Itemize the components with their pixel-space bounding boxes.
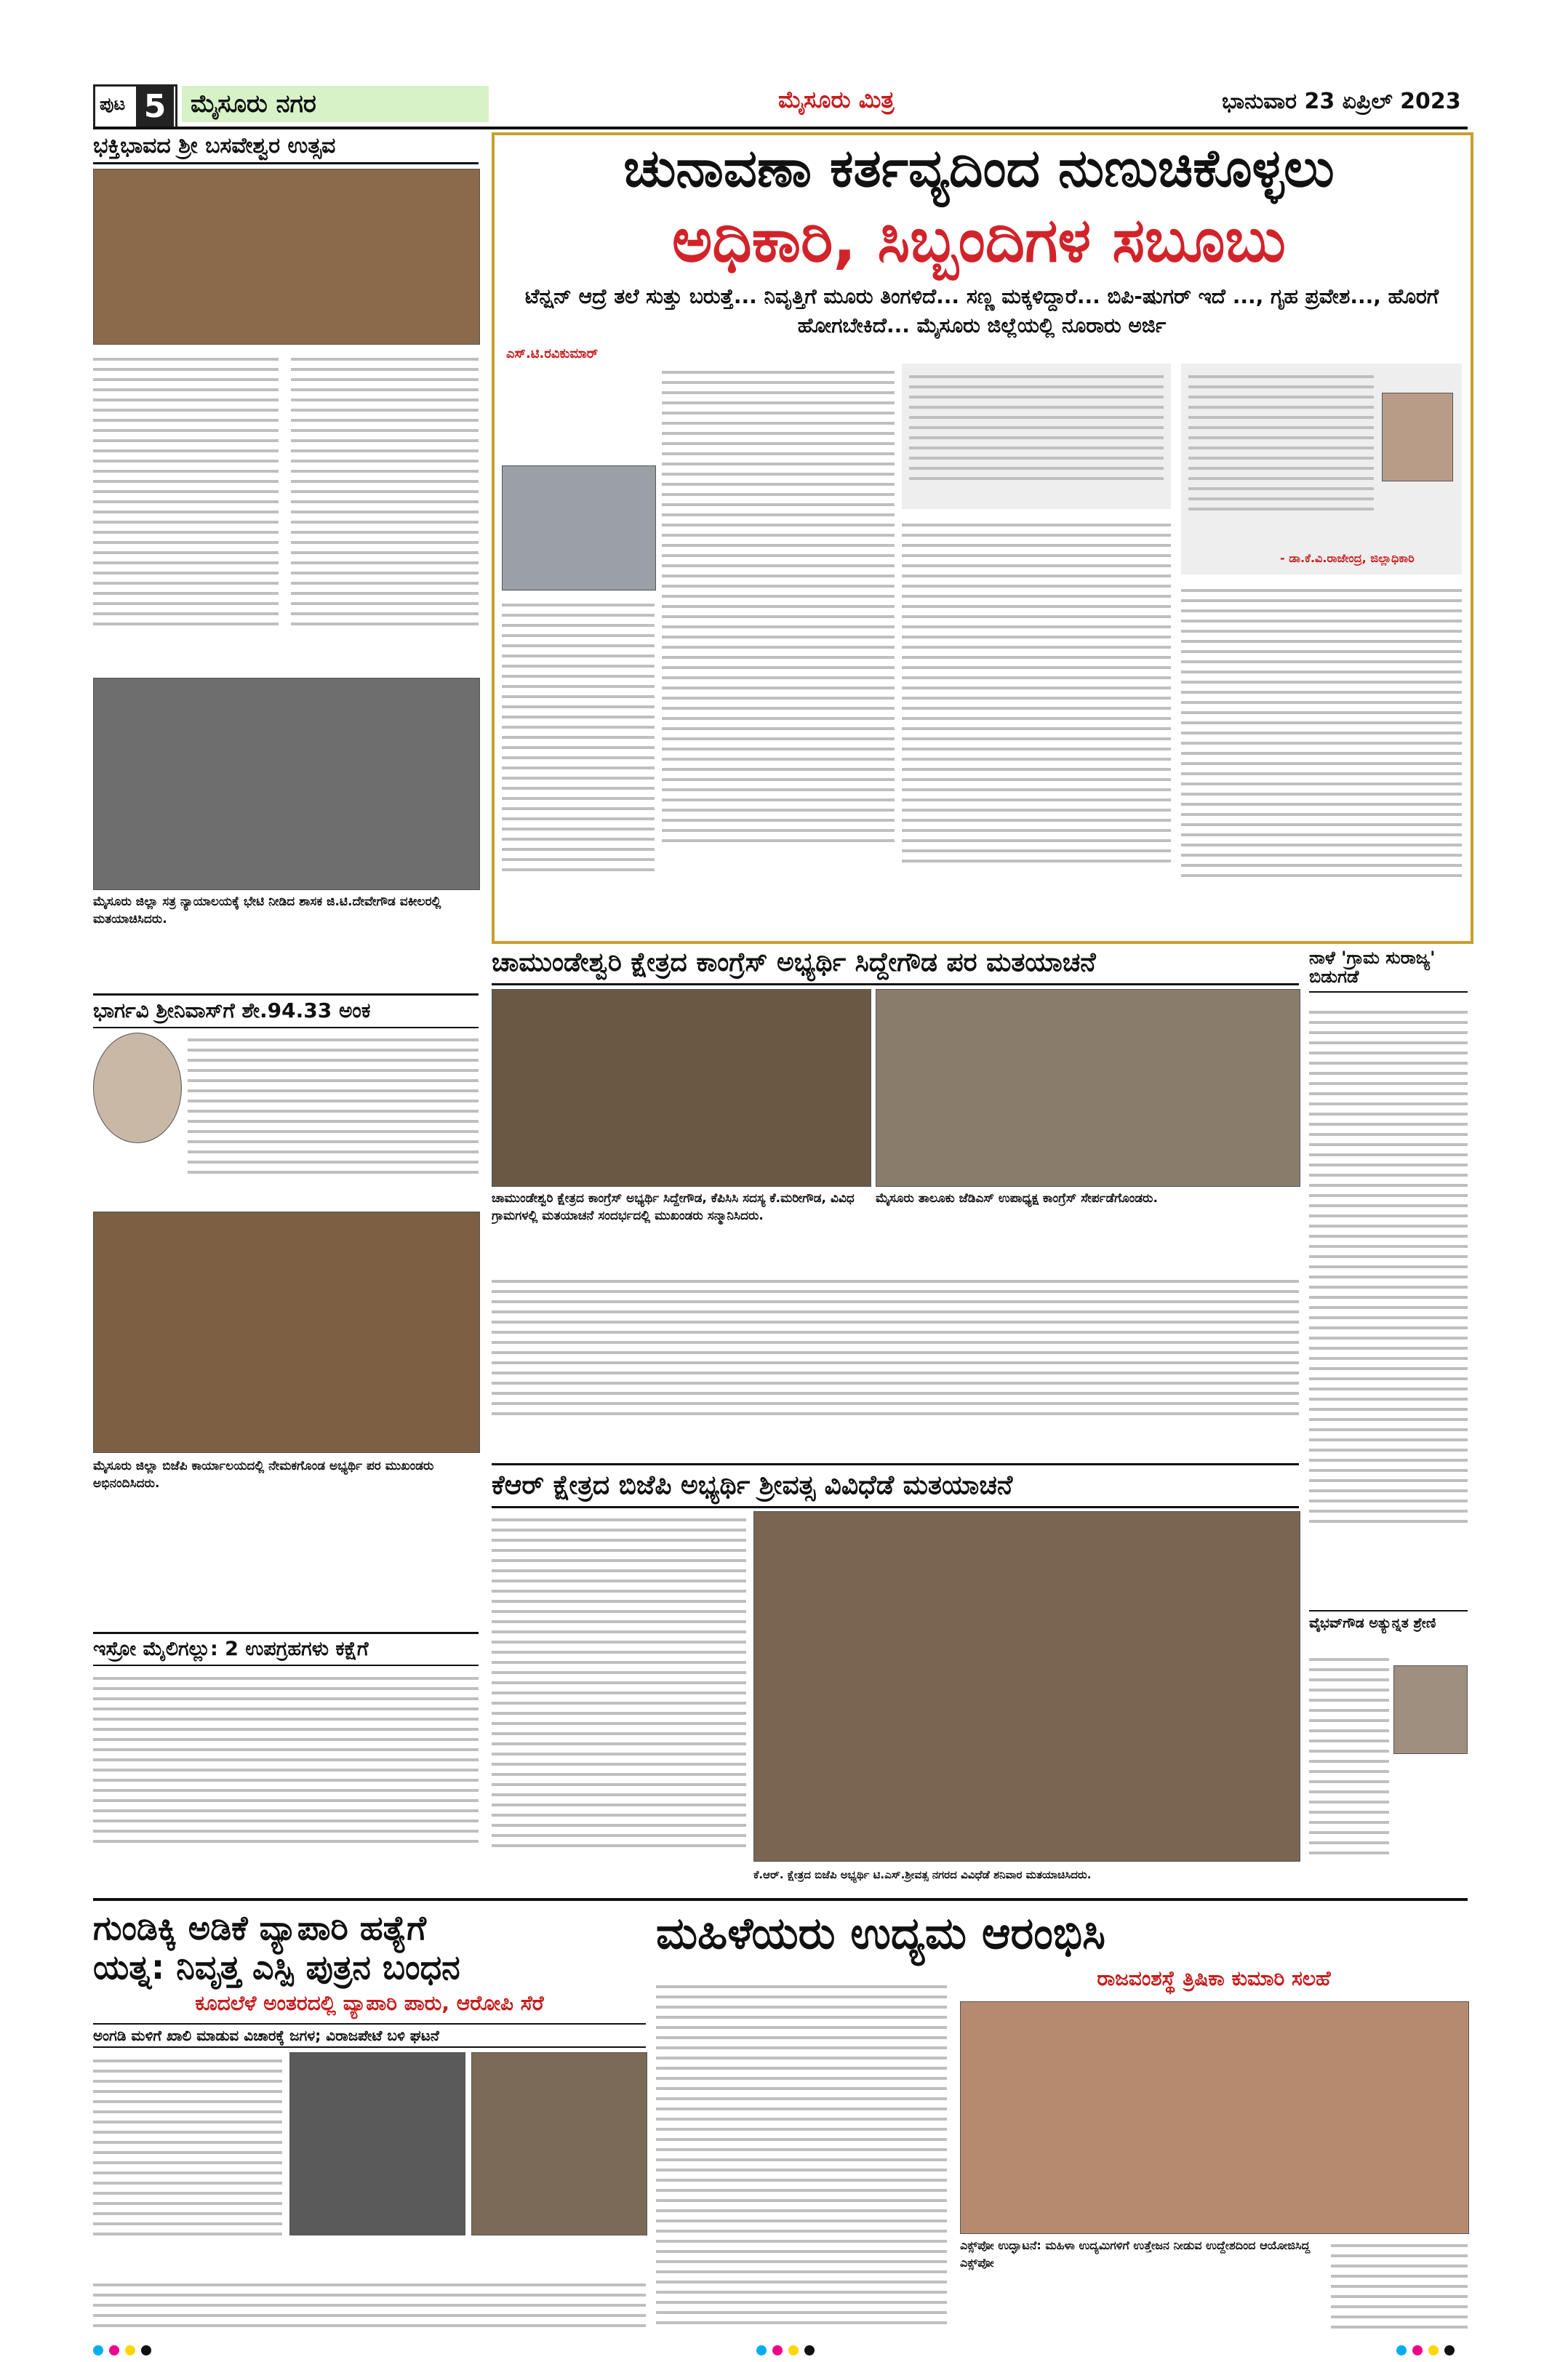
chamundeshwari-caption-left: ಚಾಮುಂಡೇಶ್ವರಿ ಕ್ಷೇತ್ರದ ಕಾಂಗ್ರೆಸ್ ಅಭ್ಯರ್ಥಿ ಸಿದ್ದೇಗೌಡ, ಕೆಪಿಸಿಸಿ ಸದಸ್ಯ ಕೆ.ಮರೀಗೌಡ, ವಿವಿಧ ಗ್ರಾಮಗಳಲ್ಲಿ ಮತಯಾಚನೆ ಸಂದರ್ಭದಲ್ಲಿ ಮುಖಂಡರು ಸನ್ಮಾನಿಸಿದರು. — [492, 1191, 855, 1223]
paper-logo: ಮೈಸೂರು ಮಿತ್ರ — [778, 86, 895, 113]
bhargavi-text — [188, 1031, 479, 1206]
grama-surajya-headline: ನಾಳೆ 'ಗ್ರಾಮ ಸುರಾಜ್ಯ' ಬಿಡುಗಡೆ — [1309, 948, 1468, 993]
topper-photo — [1393, 1665, 1468, 1754]
mahila-expo-photo — [960, 2001, 1469, 2234]
court-visit-caption: ಮೈಸೂರು ಜಿಲ್ಲಾ ಸತ್ರ ನ್ಯಾಯಾಲಯಕ್ಕೆ ಭೇಟಿ ನೀಡಿದ ಶಾಸಕ ಜಿ.ಟಿ.ದೇವೇಗೌಡ ವಕೀಲರಲ್ಲಿ ಮತಯಾಚಿಸಿದರು. — [93, 894, 441, 926]
main-text-col0 — [502, 596, 655, 924]
main-text-col3 — [1181, 582, 1462, 924]
gundikki-text-bottom — [93, 2276, 646, 2342]
isro-headline: ಇಸ್ರೋ ಮೈಲಿಗಲ್ಲು: 2 ಉಪಗ್ರಹಗಳು ಕಕ್ಷೆಗೆ — [93, 1632, 479, 1666]
basaveshwara-text-col2 — [291, 351, 479, 670]
quote-text-left — [909, 368, 1164, 506]
bjp-candidate-caption: ಮೈಸೂರು ಜಿಲ್ಲಾ ಬಿಜೆಪಿ ಕಾರ್ಯಾಲಯದಲ್ಲಿ ನೇಮಕಗೊಂಡ ಅಭ್ಯರ್ಥಿ ಪರ ಮುಖಂಡರು ಅಭಿನಂದಿಸಿದರು. — [93, 1459, 434, 1491]
mahila-text-col2 — [1331, 2237, 1468, 2339]
basaveshwara-headline: ಭಕ್ತಿಭಾವದ ಶ್ರೀ ಬಸವೇಶ್ವರ ಉತ್ಸವ — [93, 134, 479, 164]
chamundeshwari-photo-left — [492, 989, 871, 1187]
main-headline-line1: ಚುನಾವಣಾ ಕರ್ತವ್ಯದಿಂದ ನುಣುಚಿಕೊಳ್ಳಲು — [623, 137, 1335, 199]
court-visit-photo — [93, 678, 480, 890]
kr-constituency-headline: ಕೆಆರ್ ಕ್ಷೇತ್ರದ ಬಿಜೆಪಿ ಅಭ್ಯರ್ಥಿ ಶ್ರೀವತ್ಸ ವಿವಿಧೆಡೆ ಮತಯಾಚನೆ — [492, 1463, 1299, 1508]
gundikki-kicker: ಕೂದಲೆಳೆ ಅಂತರದಲ್ಲಿ ವ್ಯಾಪಾರಿ ಪಾರು, ಆರೋಪಿ ಸೆರೆ — [195, 1991, 544, 2015]
gundikki-strap: ಅಂಗಡಿ ಮಳಿಗೆ ಖಾಲಿ ಮಾಡುವ ವಿಚಾರಕ್ಕೆ ಜಗಳ; ವಿರಾಜಪೇಟೆ ಬಳಿ ಘಟನೆ — [93, 2023, 646, 2048]
kr-campaign-caption: ಕೆ.ಆರ್. ಕ್ಷೇತ್ರದ ಬಿಜೆಪಿ ಅಭ್ಯರ್ಥಿ ಟಿ.ಎಸ್.ಶ್ರೀವತ್ಸ ನಗರದ ವಿವಿಧೆಡೆ ಶನಿವಾರ ಮತಯಾಚಿಸಿದರು. — [753, 1868, 1092, 1881]
quote-author: - ಡಾ.ಕೆ.ವಿ.ರಾಜೇಂದ್ರ, ಜಿಲ್ಲಾಧಿಕಾರಿ — [1280, 551, 1415, 565]
main-text-col2 — [902, 516, 1171, 924]
page-label: ಪುಟ — [100, 94, 126, 114]
gundikki-photo-2 — [471, 2052, 647, 2235]
mahila-kicker: ರಾಜವಂಶಸ್ಥೆ ತ್ರಿಷಿಕಾ ಕುಮಾರಿ ಸಲಹೆ — [1097, 1966, 1331, 1990]
gundikki-headline-1: ಗುಂಡಿಕ್ಕಿ ಅಡಿಕೆ ವ್ಯಾಪಾರಿ ಹತ್ಯೆಗೆ — [93, 1908, 426, 1947]
gundikki-headline-2: ಯತ್ನ: ನಿವೃತ್ತ ಎಸ್ಪಿ ಪುತ್ರನ ಬಂಧನ — [93, 1947, 460, 1987]
kr-text — [492, 1511, 746, 1889]
grama-surajya-text — [1309, 1004, 1468, 1600]
color-registration-dots-right — [1396, 2345, 1460, 2358]
quote-text-right — [1188, 368, 1374, 543]
chamundeshwari-photo-right — [876, 989, 1300, 1187]
mahila-text-col1 — [656, 1978, 947, 2327]
basaveshwara-photo — [93, 169, 480, 345]
gundikki-text-col1 — [93, 2052, 282, 2270]
kr-campaign-photo — [753, 1511, 1300, 1862]
bhargavi-headline: ಭಾರ್ಗವಿ ಶ್ರೀನಿವಾಸ್‌ಗೆ ಶೇ.94.33 ಅಂಕ — [93, 993, 479, 1028]
chamundeshwari-headline: ಚಾಮುಂಡೇಶ್ವರಿ ಕ್ಷೇತ್ರದ ಕಾಂಗ್ರೆಸ್ ಅಭ್ಯರ್ಥಿ ಸಿದ್ದೇಗೌಡ ಪರ ಮತಯಾಚನೆ — [492, 948, 1299, 985]
student-photo — [93, 1033, 182, 1143]
mahila-expo-caption: ಎಕ್ಸ್‌ಪೋ ಉದ್ಘಾಟನೆ: ಮಹಿಳಾ ಉದ್ಯಮಿಗಳಿಗೆ ಉತ್ತೇಜನ ನೀಡುವ ಉದ್ದೇಶದಿಂದ ಆಯೋಜಿಸಿದ್ದ ಎಕ್ಸ್‌ಪೋ — [960, 2238, 1311, 2270]
masthead-rule — [93, 127, 1468, 129]
bjp-candidate-photo — [93, 1212, 480, 1453]
color-registration-dots-center — [756, 2345, 820, 2358]
page-number: 5 — [136, 87, 174, 127]
officer-photo — [502, 465, 656, 590]
mahila-headline: ಮಹಿಳೆಯರು ಉದ್ಯಮ ಆರಂಭಿಸಿ — [656, 1908, 1105, 1959]
topper-text — [1309, 1651, 1389, 1883]
topper-headline: ವೈಭವ್‌ಗೌಡ ಅತ್ಯುನ್ನತ ಶ್ರೇಣಿ — [1309, 1610, 1468, 1631]
chamundeshwari-caption-right: ಮೈಸೂರು ತಾಲೂಕು ಜೆಡಿಎಸ್ ಉಪಾಧ್ಯಕ್ಷ ಕಾಂಗ್ರೆಸ್ ಸೇರ್ಪಡೆಗೊಂಡರು. — [876, 1191, 1158, 1206]
main-subhead: ಟೆನ್ಷನ್ ಆದ್ರೆ ತಲೆ ಸುತ್ತು ಬರುತ್ತೆ... ನಿವೃತ್ತಿಗೆ ಮೂರು ತಿಂಗಳಿದೆ... ಸಣ್ಣ ಮಕ್ಕಳಿದ್ದಾರೆ... ಬಿಪಿ-ಷುಗರ್ ಇದೆ ..., ಗೃಹ ಪ್ರವೇಶ..., ಹೊರಗೆ ಹೋಗಬೇಕಿದೆ... ಮೈಸೂರು ಜಿಲ್ಲೆಯಲ್ಲಿ ನೂರಾರು ಅರ್ಜಿ — [524, 284, 1439, 337]
chamundeshwari-text — [492, 1273, 1299, 1454]
basaveshwara-text-col1 — [93, 351, 279, 670]
page-number-badge — [93, 84, 177, 129]
gundikki-photo-1 — [289, 2052, 465, 2235]
issue-date: ಭಾನುವಾರ 23 ಏಪ್ರಿಲ್ 2023 — [1222, 89, 1461, 114]
color-registration-dots-left — [93, 2345, 157, 2358]
deputy-commissioner-photo — [1382, 393, 1453, 481]
main-headline-line2: ಅಧಿಕಾರಿ, ಸಿಬ್ಬಂದಿಗಳ ಸಬೂಬು — [671, 204, 1287, 276]
section-title: ಮೈಸೂರು ನಗರ — [182, 86, 489, 122]
main-byline: ಎಸ್.ಟಿ.ರವಿಕುಮಾರ್ — [506, 346, 599, 361]
main-text-col1 — [662, 364, 895, 924]
section-rule — [93, 1898, 1468, 1901]
isro-text — [93, 1670, 479, 1888]
